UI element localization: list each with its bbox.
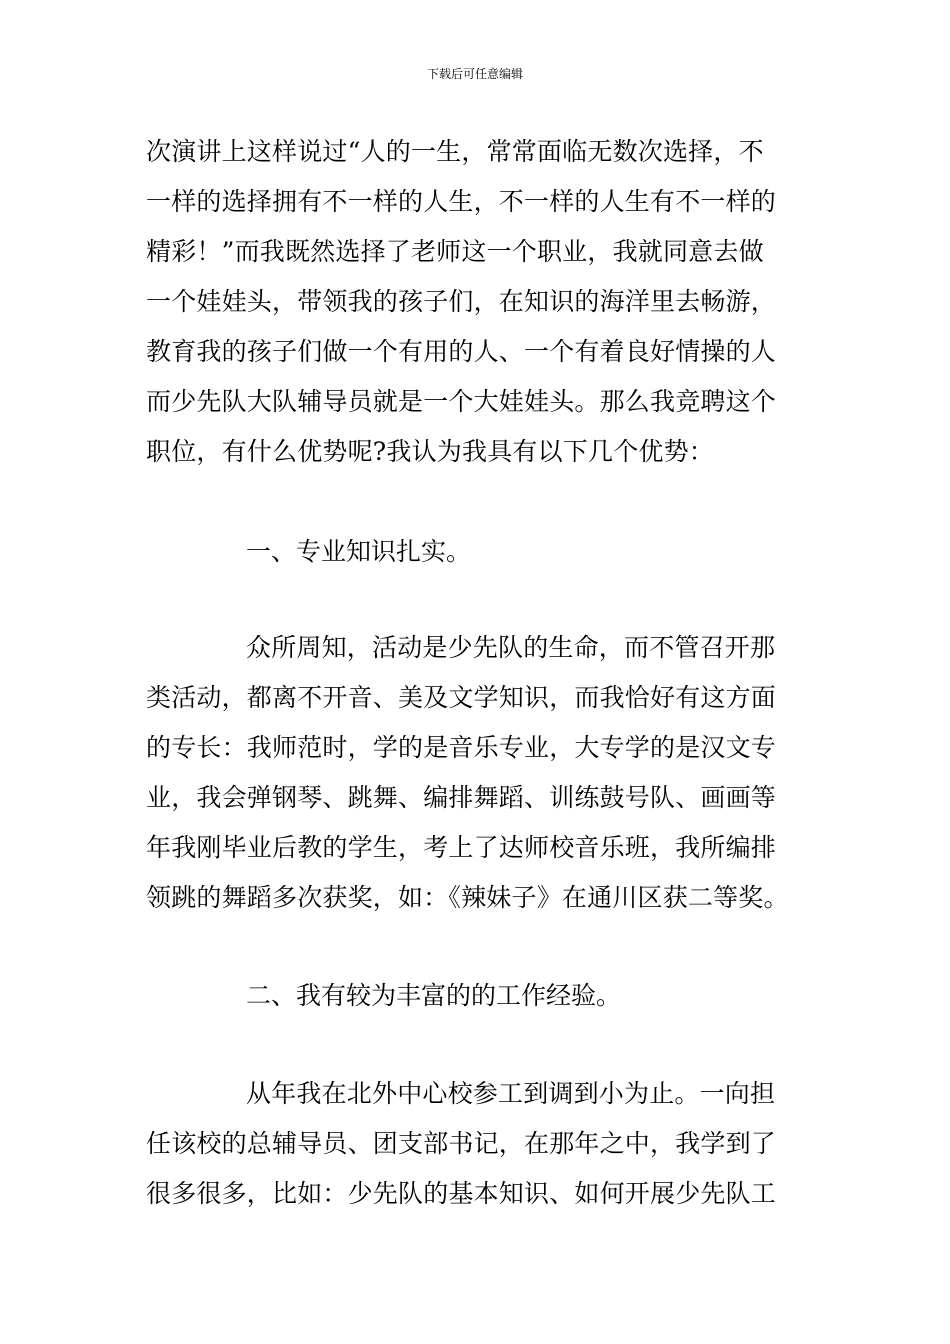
paragraph-line: 类活动，都离不开音、美及文学知识，而我恰好有这方面 (146, 683, 777, 712)
paragraph-2 (146, 623, 806, 923)
paragraph-line: 次演讲上这样说过“人的一生，常常面临无数次选择，不 (146, 137, 764, 166)
paragraph-line: 而少先队大队辅导员就是一个大娃娃头。那么我竞聘这个 (146, 387, 777, 416)
paragraph-line: 职位，有什么优势呢?我认为我具有以下几个优势： (146, 437, 715, 466)
paragraph-line: 很多很多，比如：少先队的基本知识、如何开展少先队工 (146, 1179, 777, 1208)
section-heading-2: 二、我有较为丰富的的工作经验。 (246, 981, 622, 1010)
paragraph-3 (146, 1069, 806, 1219)
paragraph-line: 一个娃娃头，带领我的孩子们，在知识的海洋里去畅游， (146, 287, 777, 316)
paragraph-1 (146, 127, 806, 477)
paragraph-line: 教育我的孩子们做一个有用的人、一个有着良好情操的人 (146, 337, 777, 366)
paragraph-line: 一样的选择拥有不一样的人生，不一样的人生有不一样的 (146, 187, 777, 216)
paragraph-line: 精彩！”而我既然选择了老师这一个职业，我就同意去做 (146, 237, 764, 266)
paragraph-line: 的专长：我师范时，学的是音乐专业，大专学的是汉文专 (146, 733, 777, 762)
paragraph-line: 领跳的舞蹈多次获奖，如：《辣妹子》在通川区获二等奖。 (146, 883, 789, 912)
paragraph-line: 业，我会弹钢琴、跳舞、编排舞蹈、训练鼓号队、画画等 (146, 783, 777, 812)
paragraph-line: 众所周知，活动是少先队的生命，而不管召开那 (246, 633, 776, 662)
page-header: 下载后可任意编辑 (426, 67, 523, 81)
paragraph-line: 任该校的总辅导员、团支部书记，在那年之中，我学到了 (146, 1129, 777, 1158)
paragraph-line: 从年我在北外中心校参工到调到小为止。一向担 (246, 1079, 776, 1108)
section-heading-1: 一、专业知识扎实。 (246, 537, 472, 566)
paragraph-line: 年我刚毕业后教的学生，考上了达师校音乐班，我所编排 (146, 833, 777, 862)
